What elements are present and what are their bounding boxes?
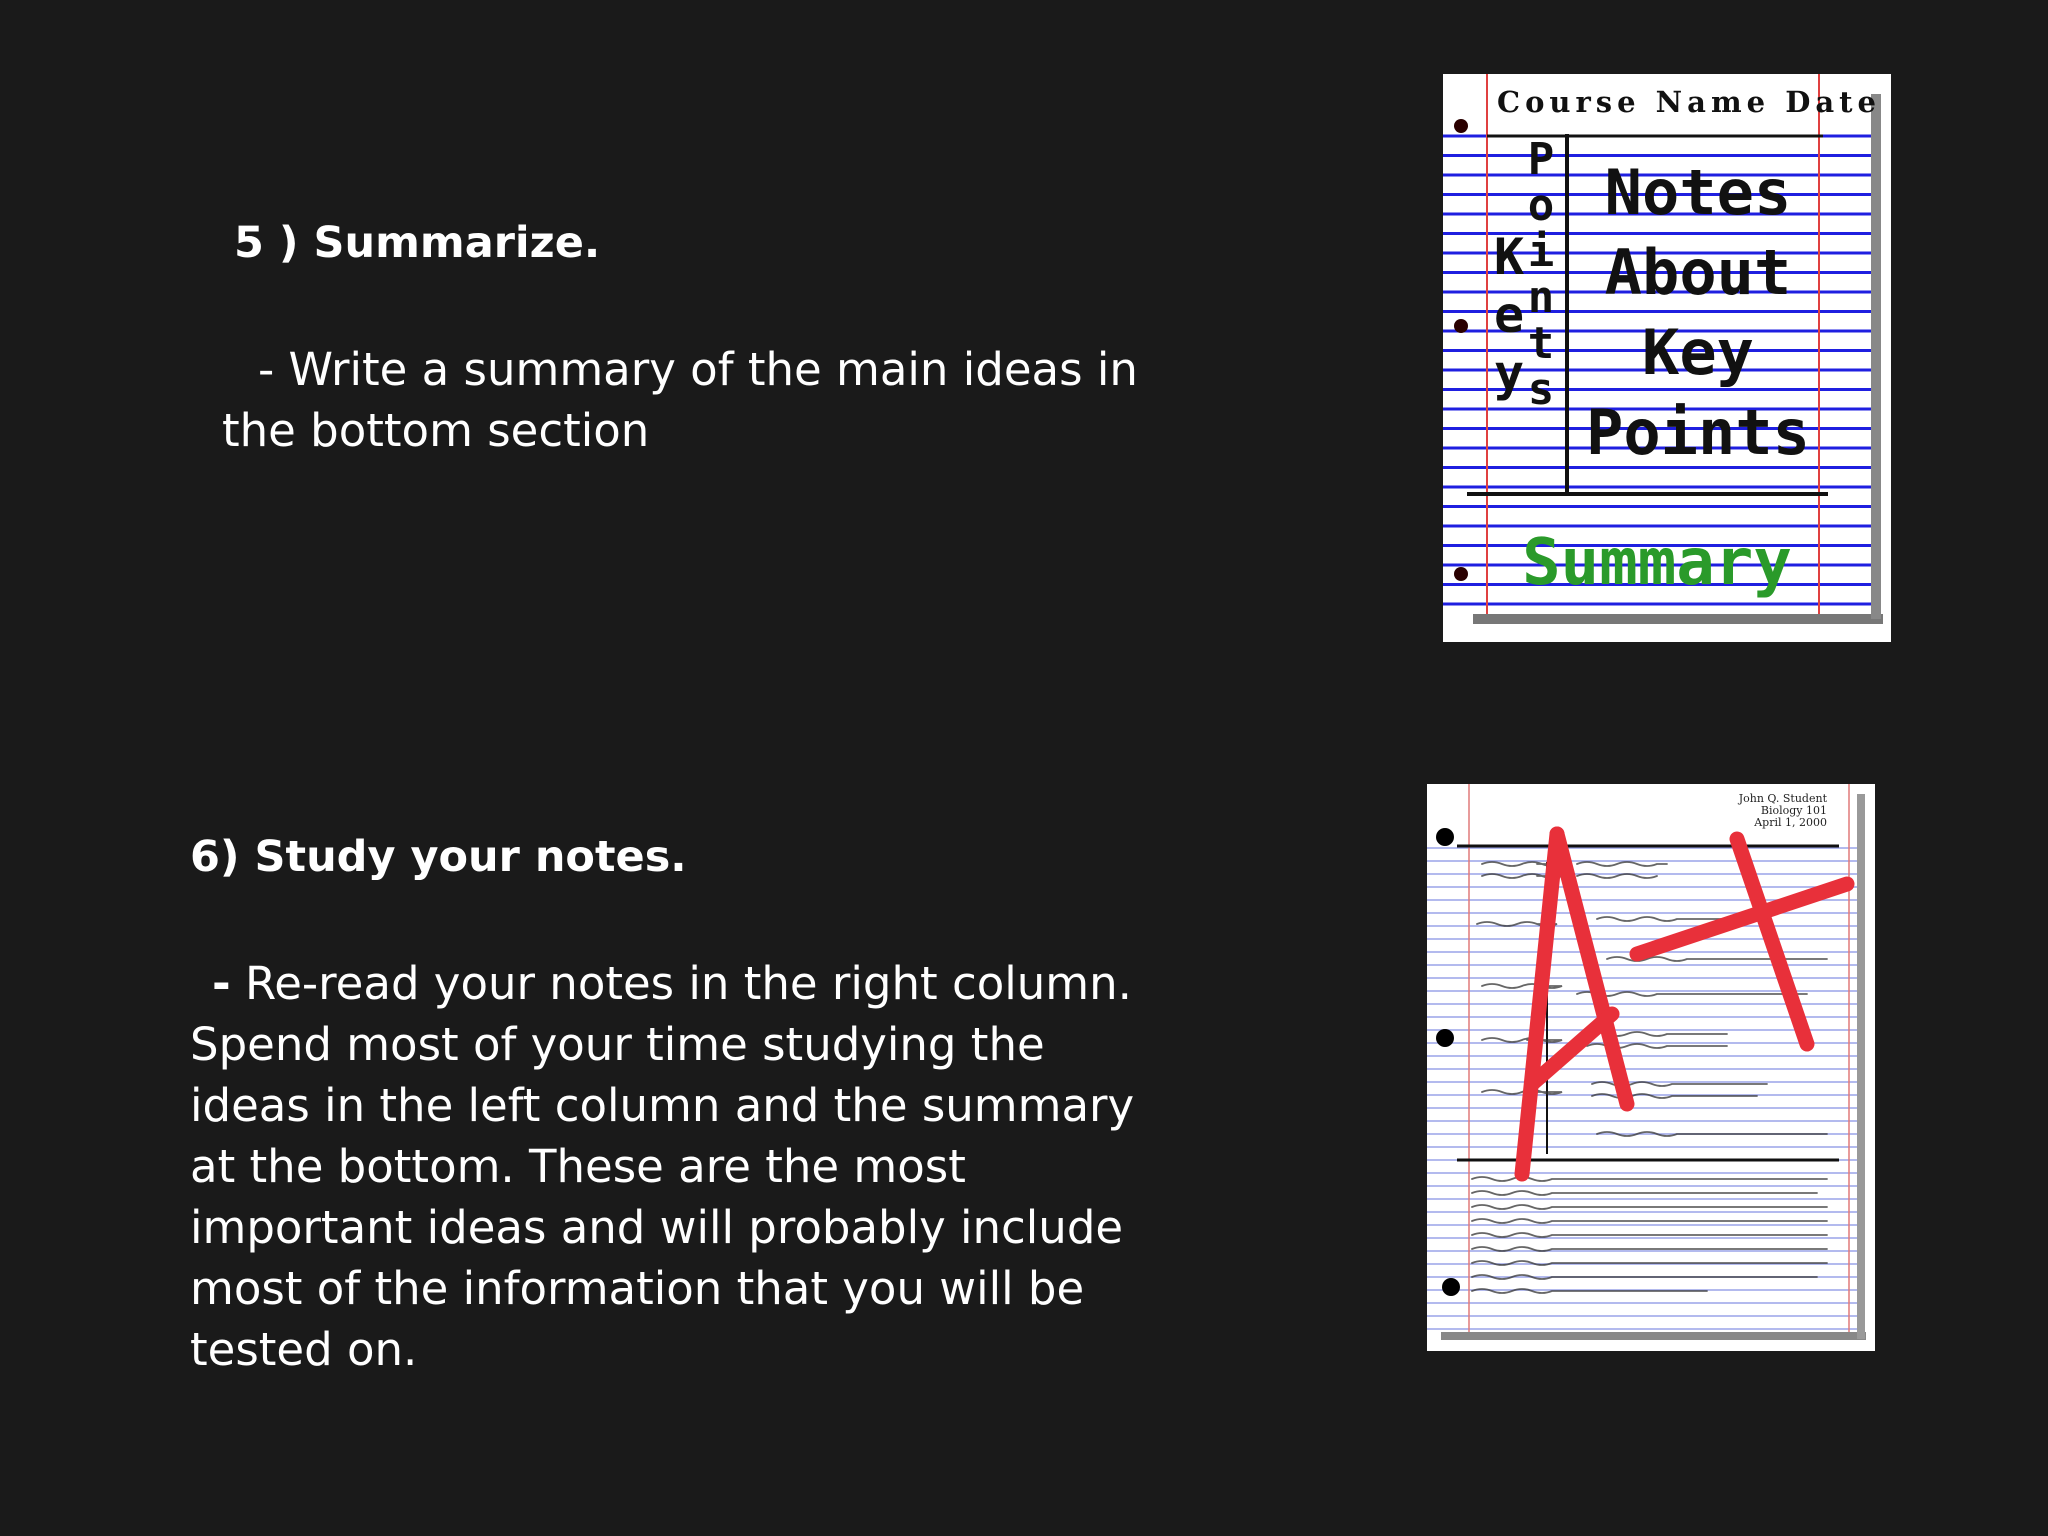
step-6-title: 6) Study your notes. xyxy=(190,832,687,882)
key-points-letter: s xyxy=(1527,364,1555,415)
step-5-body xyxy=(222,339,1182,461)
key-letter: y xyxy=(1493,344,1525,402)
notes-column-word: Key xyxy=(1642,316,1754,389)
step-5-heading xyxy=(234,218,600,270)
key-letter: e xyxy=(1493,286,1525,344)
key-letter: K xyxy=(1493,228,1525,286)
key-points-letter: P xyxy=(1527,134,1555,185)
notes-column-word: About xyxy=(1604,236,1792,309)
notes-column-word: Points xyxy=(1586,396,1810,469)
notes-date: April 1, 2000 xyxy=(1754,816,1827,829)
key-points-letter: t xyxy=(1527,318,1555,369)
cornell-summary-label: Summary xyxy=(1522,526,1792,600)
step-6-text xyxy=(190,953,1170,1380)
key-points-letter: o xyxy=(1527,180,1555,231)
step-6-dash: - xyxy=(212,957,231,1010)
graded-notes-drawing xyxy=(1427,784,1875,1351)
step-5-title: 5 ) Summarize. xyxy=(234,218,601,268)
step-6-body xyxy=(190,953,1170,1380)
key-points-letter: i xyxy=(1527,226,1555,277)
step-6-text-content: Re-read your notes in the right column. Spend most of your time studying the ideas in the left column and the summary at the bottom. These are the most important ideas and will probably include most of the information that you will be tested on. xyxy=(190,957,1149,1376)
cornell-notes-drawing xyxy=(1443,74,1891,642)
notes-course: Biology 101 xyxy=(1760,804,1827,817)
cornell-header: Course Name Date xyxy=(1497,85,1881,119)
step-5-text: - Write a summary of the main ideas in the bottom section xyxy=(222,343,1153,457)
graded-notes-image xyxy=(1427,784,1875,1351)
step-6-heading xyxy=(190,832,687,884)
notes-student-name: John Q. Student xyxy=(1738,792,1827,805)
cornell-notes-image xyxy=(1443,74,1891,642)
key-points-letter: n xyxy=(1527,272,1555,323)
notes-column-word: Notes xyxy=(1604,156,1792,229)
